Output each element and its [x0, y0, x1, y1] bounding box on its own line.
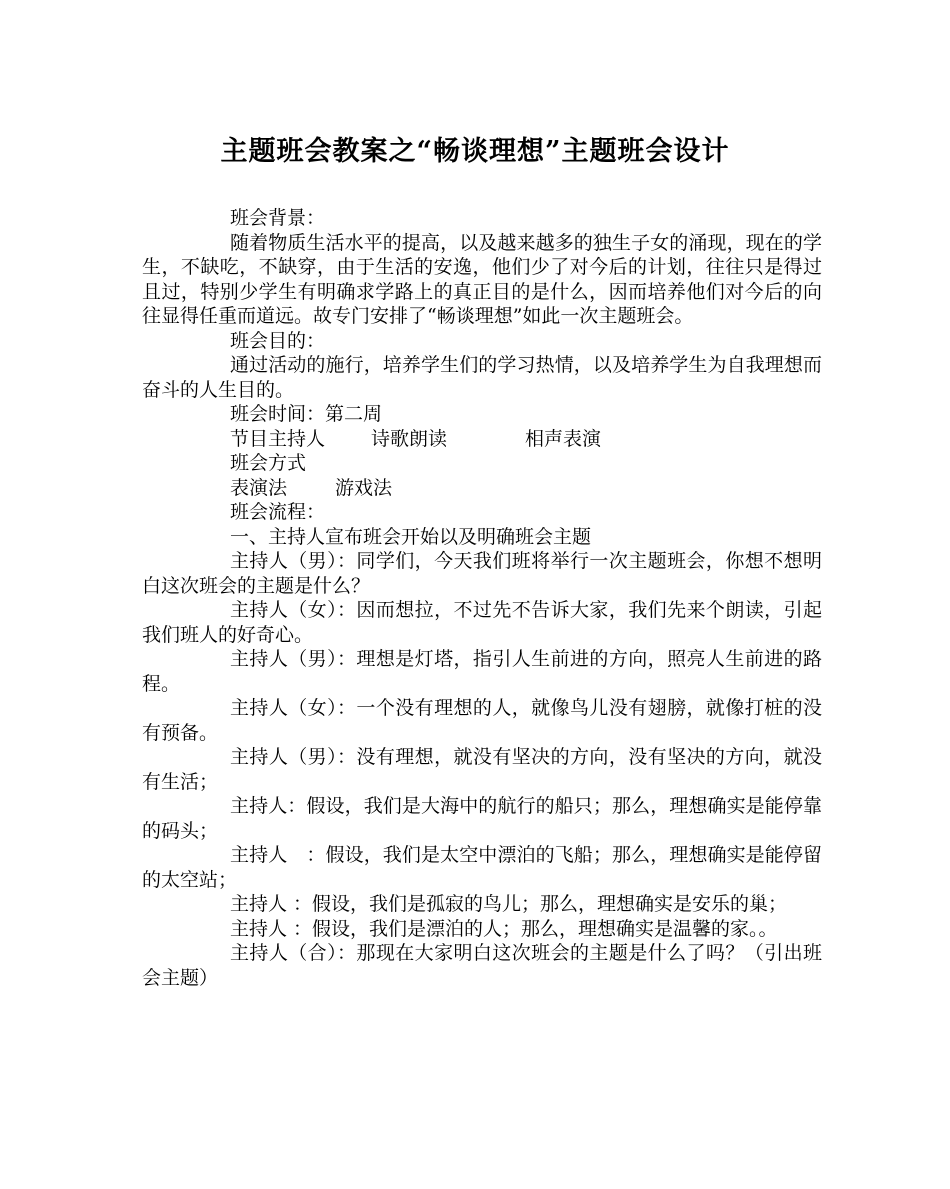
flow-step-1: 一、主持人宣布班会开始以及明确班会主题 — [230, 525, 592, 548]
section-heading-purpose: 班会目的： — [230, 329, 326, 352]
program-row — [142, 427, 822, 452]
dialogue-line: 主持人（男）：没有理想，就没有坚决的方向，没有坚决的方向，就没有生活； — [142, 746, 822, 793]
section-heading-background: 班会背景： — [230, 207, 326, 229]
program-item-host: 节目主持人 — [230, 427, 326, 450]
dialogue-line: 主持人（男）：理想是灯塔，指引人生前进的方向，照亮人生前进的路程。 — [142, 648, 822, 695]
dialogue-line: 主持人：假设，我们是大海中的航行的船只；那么，理想确实是能停靠的码头； — [142, 795, 822, 842]
dialogue-line: 主持人（合）：那现在大家明白这次班会的主题是什么了吗？（引出班会主题） — [142, 942, 822, 989]
program-item-poetry: 诗歌朗读 — [371, 427, 448, 450]
dialogue-line: 主持人 ：假设，我们是孤寂的鸟儿；那么，理想确实是安乐的巢； — [230, 893, 788, 915]
document-title: 主题班会教案之“畅谈理想”主题班会设计 — [220, 136, 730, 167]
dialogue-line: 主持人（女）：因而想拉，不过先不告诉大家，我们先来个朗读，引起我们班人的好奇心。 — [142, 599, 822, 646]
dialogue-line: 主持人 ：假设，我们是漂泊的人；那么，理想确实是温馨的家。。 — [230, 917, 778, 940]
method-item-performance: 表演法 — [230, 476, 288, 499]
paragraph-time: 班会时间：第二周 — [230, 403, 383, 425]
dialogue-line: 主持人 ：假设，我们是太空中漂泊的飞船；那么，理想确实是能停留的太空站； — [142, 844, 822, 891]
method-item-game: 游戏法 — [335, 476, 393, 499]
method-row — [142, 476, 822, 501]
section-heading-flow: 班会流程： — [230, 501, 326, 523]
dialogue-line: 主持人（男）：同学们，今天我们班将举行一次主题班会，你想不想明白这次班会的主题是什么？ — [142, 550, 822, 597]
dialogue-line: 主持人（女）：一个没有理想的人，就像鸟儿没有翅膀，就像打桩的没有预备。 — [142, 697, 822, 744]
program-item-crosstalk: 相声表演 — [525, 427, 602, 450]
document-body — [142, 206, 822, 990]
section-heading-method: 班会方式 — [230, 452, 307, 474]
paragraph-background: 随着物质生活水平的提高，以及越来越多的独生子女的涌现，现在的学生，不缺吃，不缺穿，由于生活的安逸，他们少了对今后的计划，往往只是得过且过，特别少学生有明确求学路上的真正目的是什么，因而培养他们对今后的向往显得任重而道远。故专门安排了“畅谈理想”如此一次主题班会。 — [142, 231, 822, 327]
paragraph-purpose: 通过活动的施行，培养学生们的学习热情，以及培养学生为自我理想而奋斗的人生目的。 — [142, 354, 822, 401]
